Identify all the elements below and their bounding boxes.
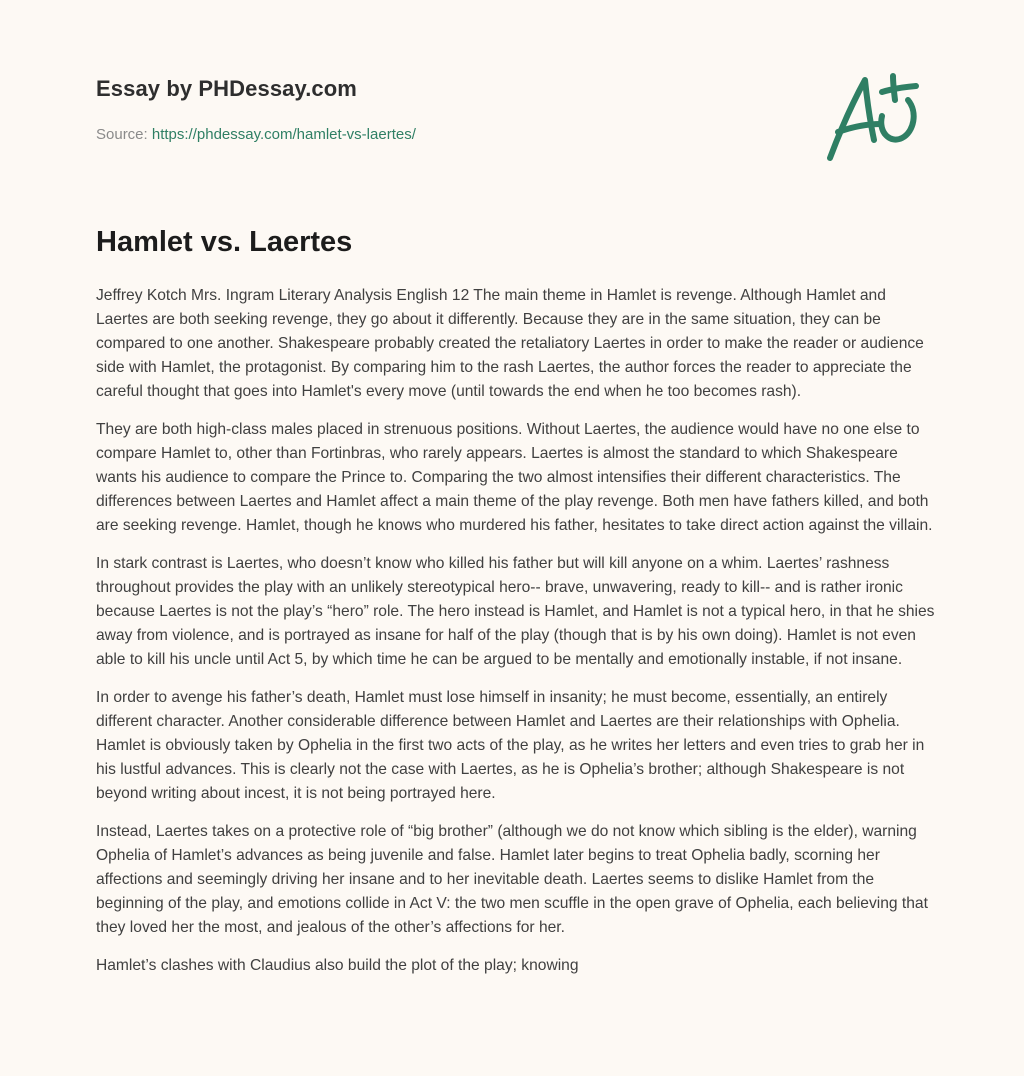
a-plus-grade-icon xyxy=(820,66,930,166)
essay-paragraph: Hamlet’s clashes with Claudius also build the plot of the play; knowing xyxy=(96,957,579,974)
essay-paragraph: They are both high-class males placed in strenuous positions. Without Laertes, the audience would have no one else to compare Hamlet to, other than Fortinbras, who rarely appears. Laertes is almost the standard to which Shakespeare wants his audience to compare the Prince to. Comparing the two almost intensifies their different characteristics. The differences between Laertes and Hamlet affect a main theme of the play revenge. Both men have fathers killed, and both are seeking revenge. Hamlet, though he knows who murdered his father, hesitates to take direct action against the villain. xyxy=(96,421,933,534)
site-title: Essay by PHDessay.com xyxy=(96,76,357,101)
source-link[interactable]: https://phdessay.com/hamlet-vs-laertes/ xyxy=(151,126,416,143)
essay-body xyxy=(96,284,936,992)
essay-title: Hamlet vs. Laertes xyxy=(96,226,353,258)
site-header xyxy=(96,76,416,143)
essay-paragraph: In order to avenge his father’s death, Hamlet must lose himself in insanity; he must become, essentially, an entirely different character. Another considerable difference between Hamlet and Laertes are their relationships with Ophelia. Hamlet is obviously taken by Ophelia in the first two acts of the play, as he writes her letters and even tries to grab her in his lustful advances. This is clearly not the case with Laertes, as he is Ophelia’s brother; although Shakespeare is not beyond writing about incest, it is not being portrayed here. xyxy=(96,689,925,802)
source-line xyxy=(96,126,416,143)
source-label: Source: xyxy=(96,126,152,143)
essay-paragraph: Instead, Laertes takes on a protective role of “big brother” (although we do not know which sibling is the elder), warning Ophelia of Hamlet’s advances as being juvenile and false. Hamlet later begins to treat Ophelia badly, scorning her affections and seemingly driving her insane and to her inevitable death. Laertes seems to dislike Hamlet from the beginning of the play, and emotions collide in Act V: the two men scuffle in the open grave of Ophelia, each believing that they loved her the most, and jealous of the other’s affections for her. xyxy=(96,823,928,936)
essay-paragraph: Jeffrey Kotch Mrs. Ingram Literary Analysis English 12 The main theme in Hamlet is revenge. Although Hamlet and Laertes are both seeking revenge, they go about it differently. Because they are in the same situation, they can be compared to one another. Shakespeare probably created the retaliatory Laertes in order to make the reader or audience side with Hamlet, the protagonist. By comparing him to the rash Laertes, the author forces the reader to appreciate the careful thought that goes into Hamlet's every move (until towards the end when he too becomes rash). xyxy=(96,287,924,400)
essay-paragraph: In stark contrast is Laertes, who doesn’t know who killed his father but will kill anyone on a whim. Laertes’ rashness throughout provides the play with an unlikely stereotypical hero-- brave, unwavering, ready to kill-- and is rather ironic because Laertes is not the play’s “hero” role. The hero instead is Hamlet, and Hamlet is not a typical hero, in that he shies away from violence, and is portrayed as insane for half of the play (though that is by his own doing). Hamlet is not even able to kill his uncle until Act 5, by which time he can be argued to be mentally and emotionally instable, if not insane. xyxy=(96,555,935,668)
